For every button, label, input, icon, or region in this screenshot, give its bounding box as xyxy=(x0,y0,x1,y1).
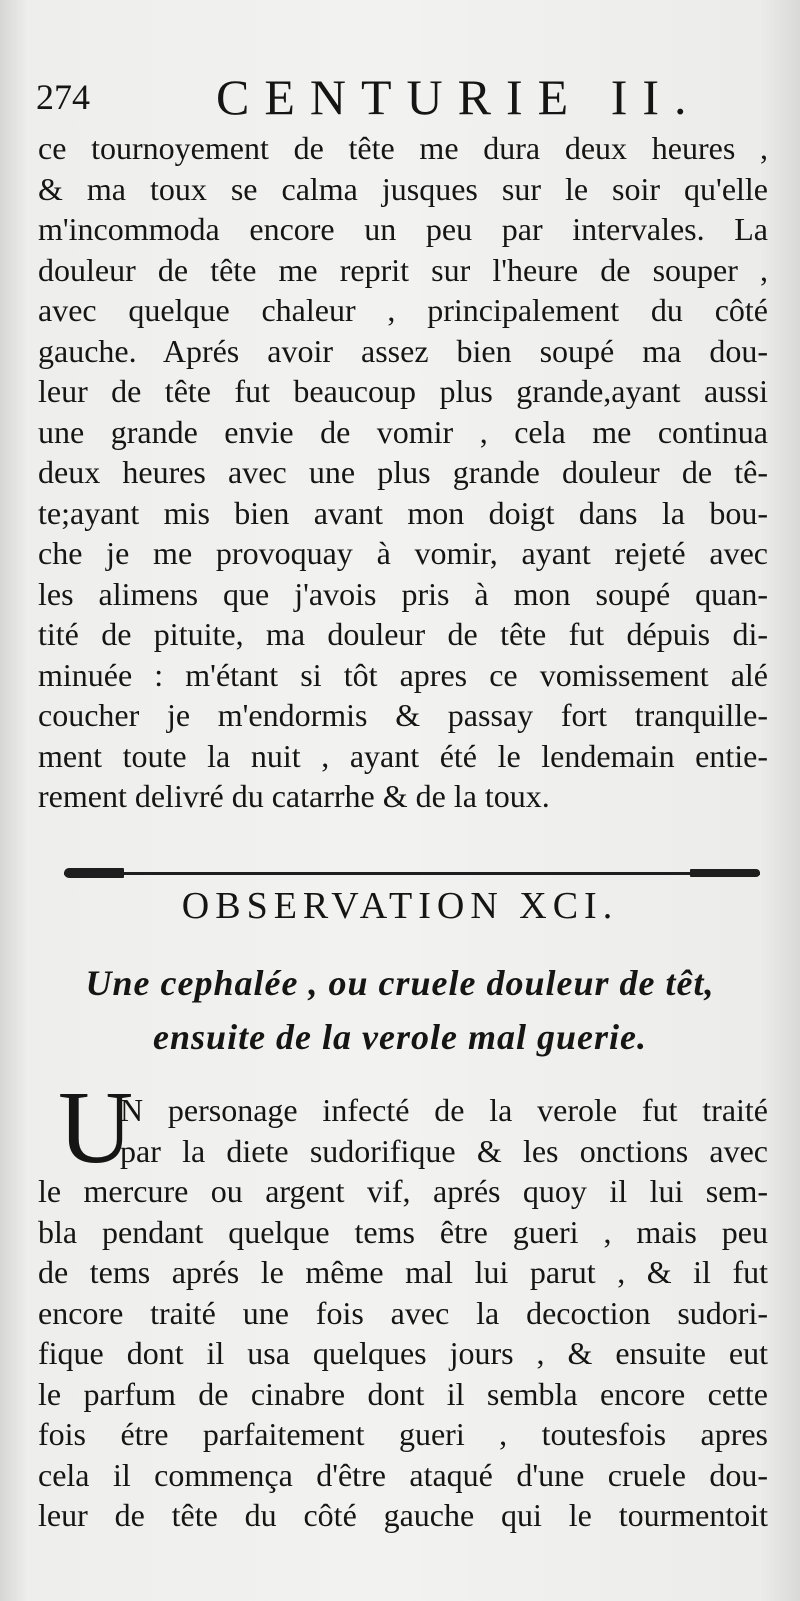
observation-subtitle-line-2: ensuite de la verole mal guerie. xyxy=(153,1017,647,1057)
text-line: tité de pituite, ma douleur de tête fut dépuis di- xyxy=(38,616,768,652)
observation-subtitle-line-1: Une cephalée , ou cruele douleur de têt, xyxy=(85,963,715,1003)
text-line: ment toute la nuit , ayant été le lendemain entie- xyxy=(38,737,768,774)
text-line: avec quelque chaleur , principalement du côté xyxy=(38,292,768,328)
text-line: cela il commença d'être ataqué d'une cruele dou- xyxy=(38,1456,768,1493)
text-line: bla pendant quelque tems être gueri , mais peu xyxy=(38,1213,768,1250)
text-line: encore traité une fois avec la decoction sudori- xyxy=(38,1294,768,1331)
page-number: 274 xyxy=(36,77,90,117)
text-line: che je me provoquay à vomir, ayant rejeté avec xyxy=(38,535,768,571)
text-line: deux heures avec une plus grande douleur de tê- xyxy=(38,454,768,490)
paragraph-continued xyxy=(38,128,768,817)
text-line: coucher je m'endormis & passay fort tranquille- xyxy=(38,697,768,733)
text-line: le mercure ou argent vif, aprés quoy il lui sem- xyxy=(38,1173,768,1209)
observation-heading: OBSERVATION XCI. xyxy=(181,885,619,927)
text-line: te;ayant mis bien avant mon doigt dans la bou- xyxy=(38,494,768,531)
text-line: leur de tête fut beaucoup plus grande,ayant aussi xyxy=(38,373,768,409)
divider-left-ornament xyxy=(64,868,124,878)
text-line: de tems aprés le même mal lui parut , & il fut xyxy=(38,1254,768,1290)
text-line: par la diete sudorifique & les onctions avec xyxy=(120,1132,768,1169)
text-line: douleur de tête me reprit sur l'heure de souper , xyxy=(38,251,768,288)
observation-paragraph xyxy=(38,1090,768,1536)
text-line: m'incommoda encore un peu par intervales. La xyxy=(38,211,768,247)
text-line: leur de tête du côté gauche qui le tourmentoit xyxy=(38,1497,768,1533)
text-line: gauche. Aprés avoir assez bien soupé ma dou- xyxy=(38,332,768,369)
text-line: fique dont il usa quelques jours , & ensuite eut xyxy=(38,1335,768,1371)
divider-right-ornament xyxy=(690,869,760,877)
text-line: minuée : m'étant si tôt apres ce vomissement alé xyxy=(38,656,768,693)
section-divider-rule xyxy=(64,872,760,875)
running-head xyxy=(36,68,776,124)
text-line: N personage infecté de la verole fut traité xyxy=(120,1092,768,1128)
text-line: ce tournoyement de tête me dura deux heures , xyxy=(38,130,768,166)
text-line: les alimens que j'avois pris à mon soupé quan- xyxy=(38,575,768,612)
text-line: le parfum de cinabre dont il sembla encore cette xyxy=(38,1375,768,1412)
running-title: CENTURIE II. xyxy=(216,69,702,125)
text-line: fois étre parfaitement gueri , toutesfois apres xyxy=(38,1416,768,1452)
drop-cap: U xyxy=(58,1070,134,1185)
text-line: rement delivré du catarrhe & de la toux. xyxy=(38,778,550,814)
text-line: & ma toux se calma jusques sur le soir qu'elle xyxy=(38,170,768,207)
text-line: une grande envie de vomir , cela me continua xyxy=(38,413,768,450)
